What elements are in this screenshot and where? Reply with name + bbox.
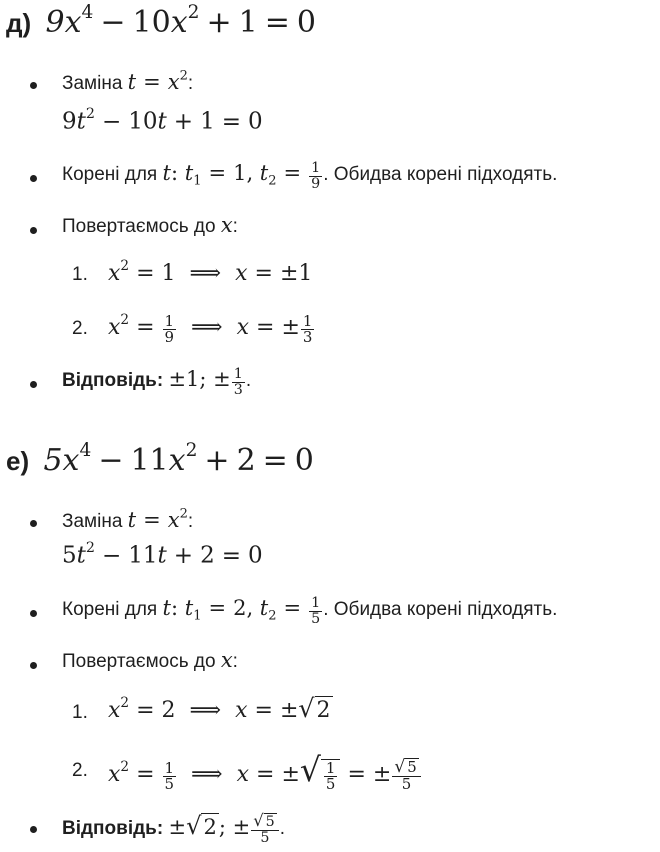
part-d-substitution: Заміна $t = x^2$:: [62, 68, 194, 94]
bullet-dot: [30, 826, 37, 833]
part-e-case-2: $x^2$ = $\frac{1}{5}$ ⟹ x = ±√ $\frac{1}{5}$ = ± $\frac{√ 5}{5}$: [108, 750, 422, 793]
part-d-equation: $9x^4 - 10x^2 + 1 = 0$: [45, 2, 316, 40]
part-d-roots: Корені для t: $t_1 = 1$, $t_2$ = $\frac{1}{9}$ . Обидва корені підходять.: [62, 160, 558, 192]
part-e-answer: Відповідь: ±√2; ± $\frac{√ 5}{5}$ .: [62, 811, 286, 846]
list-item-number: 2.: [72, 760, 88, 781]
bullet-dot: [30, 662, 37, 669]
part-d-heading: [6, 2, 316, 40]
part-e-equation: $5x^4 - 11x^2 + 2 = 0$: [43, 440, 314, 478]
bullet-dot: [30, 175, 37, 182]
part-e-letter: е): [6, 445, 30, 476]
bullet-dot: [30, 520, 37, 527]
bullet-dot: [30, 610, 37, 617]
part-d-case-1: $x^2 = 1$ ⟹ x = ±1: [108, 258, 313, 287]
list-item-number: 2.: [72, 318, 88, 339]
list-item-number: 1.: [72, 264, 88, 285]
part-e-substitution: Заміна $t = x^2$:: [62, 506, 194, 532]
part-e-return: Повертаємось до x:: [62, 648, 238, 672]
bullet-dot: [30, 227, 37, 234]
part-e-heading: [6, 440, 314, 478]
part-e-quadratic: $5t^2 - 11t + 2 = 0$: [62, 540, 263, 569]
part-e-case-1: $x^2 = 2$ ⟹ x = ±√2: [108, 694, 331, 723]
part-e-roots: Корені для t: $t_1 = 2$, $t_2$ = $\frac{1}{5}$ . Обидва корені підходять.: [62, 595, 558, 627]
part-d-return: Повертаємось до x:: [62, 213, 238, 237]
part-d-answer: Відповідь: ±1; ± $\frac{1}{3}$ .: [62, 366, 252, 398]
part-d-case-2: $x^2$ = $\frac{1}{9}$ ⟹ x = ± $\frac{1}{3}$: [108, 311, 313, 347]
part-d-quadratic: $9t^2 - 10t + 1 = 0$: [62, 106, 263, 135]
list-item-number: 1.: [72, 702, 88, 723]
bullet-dot: [30, 381, 37, 388]
bullet-dot: [30, 82, 37, 89]
part-d-letter: д): [6, 7, 32, 38]
